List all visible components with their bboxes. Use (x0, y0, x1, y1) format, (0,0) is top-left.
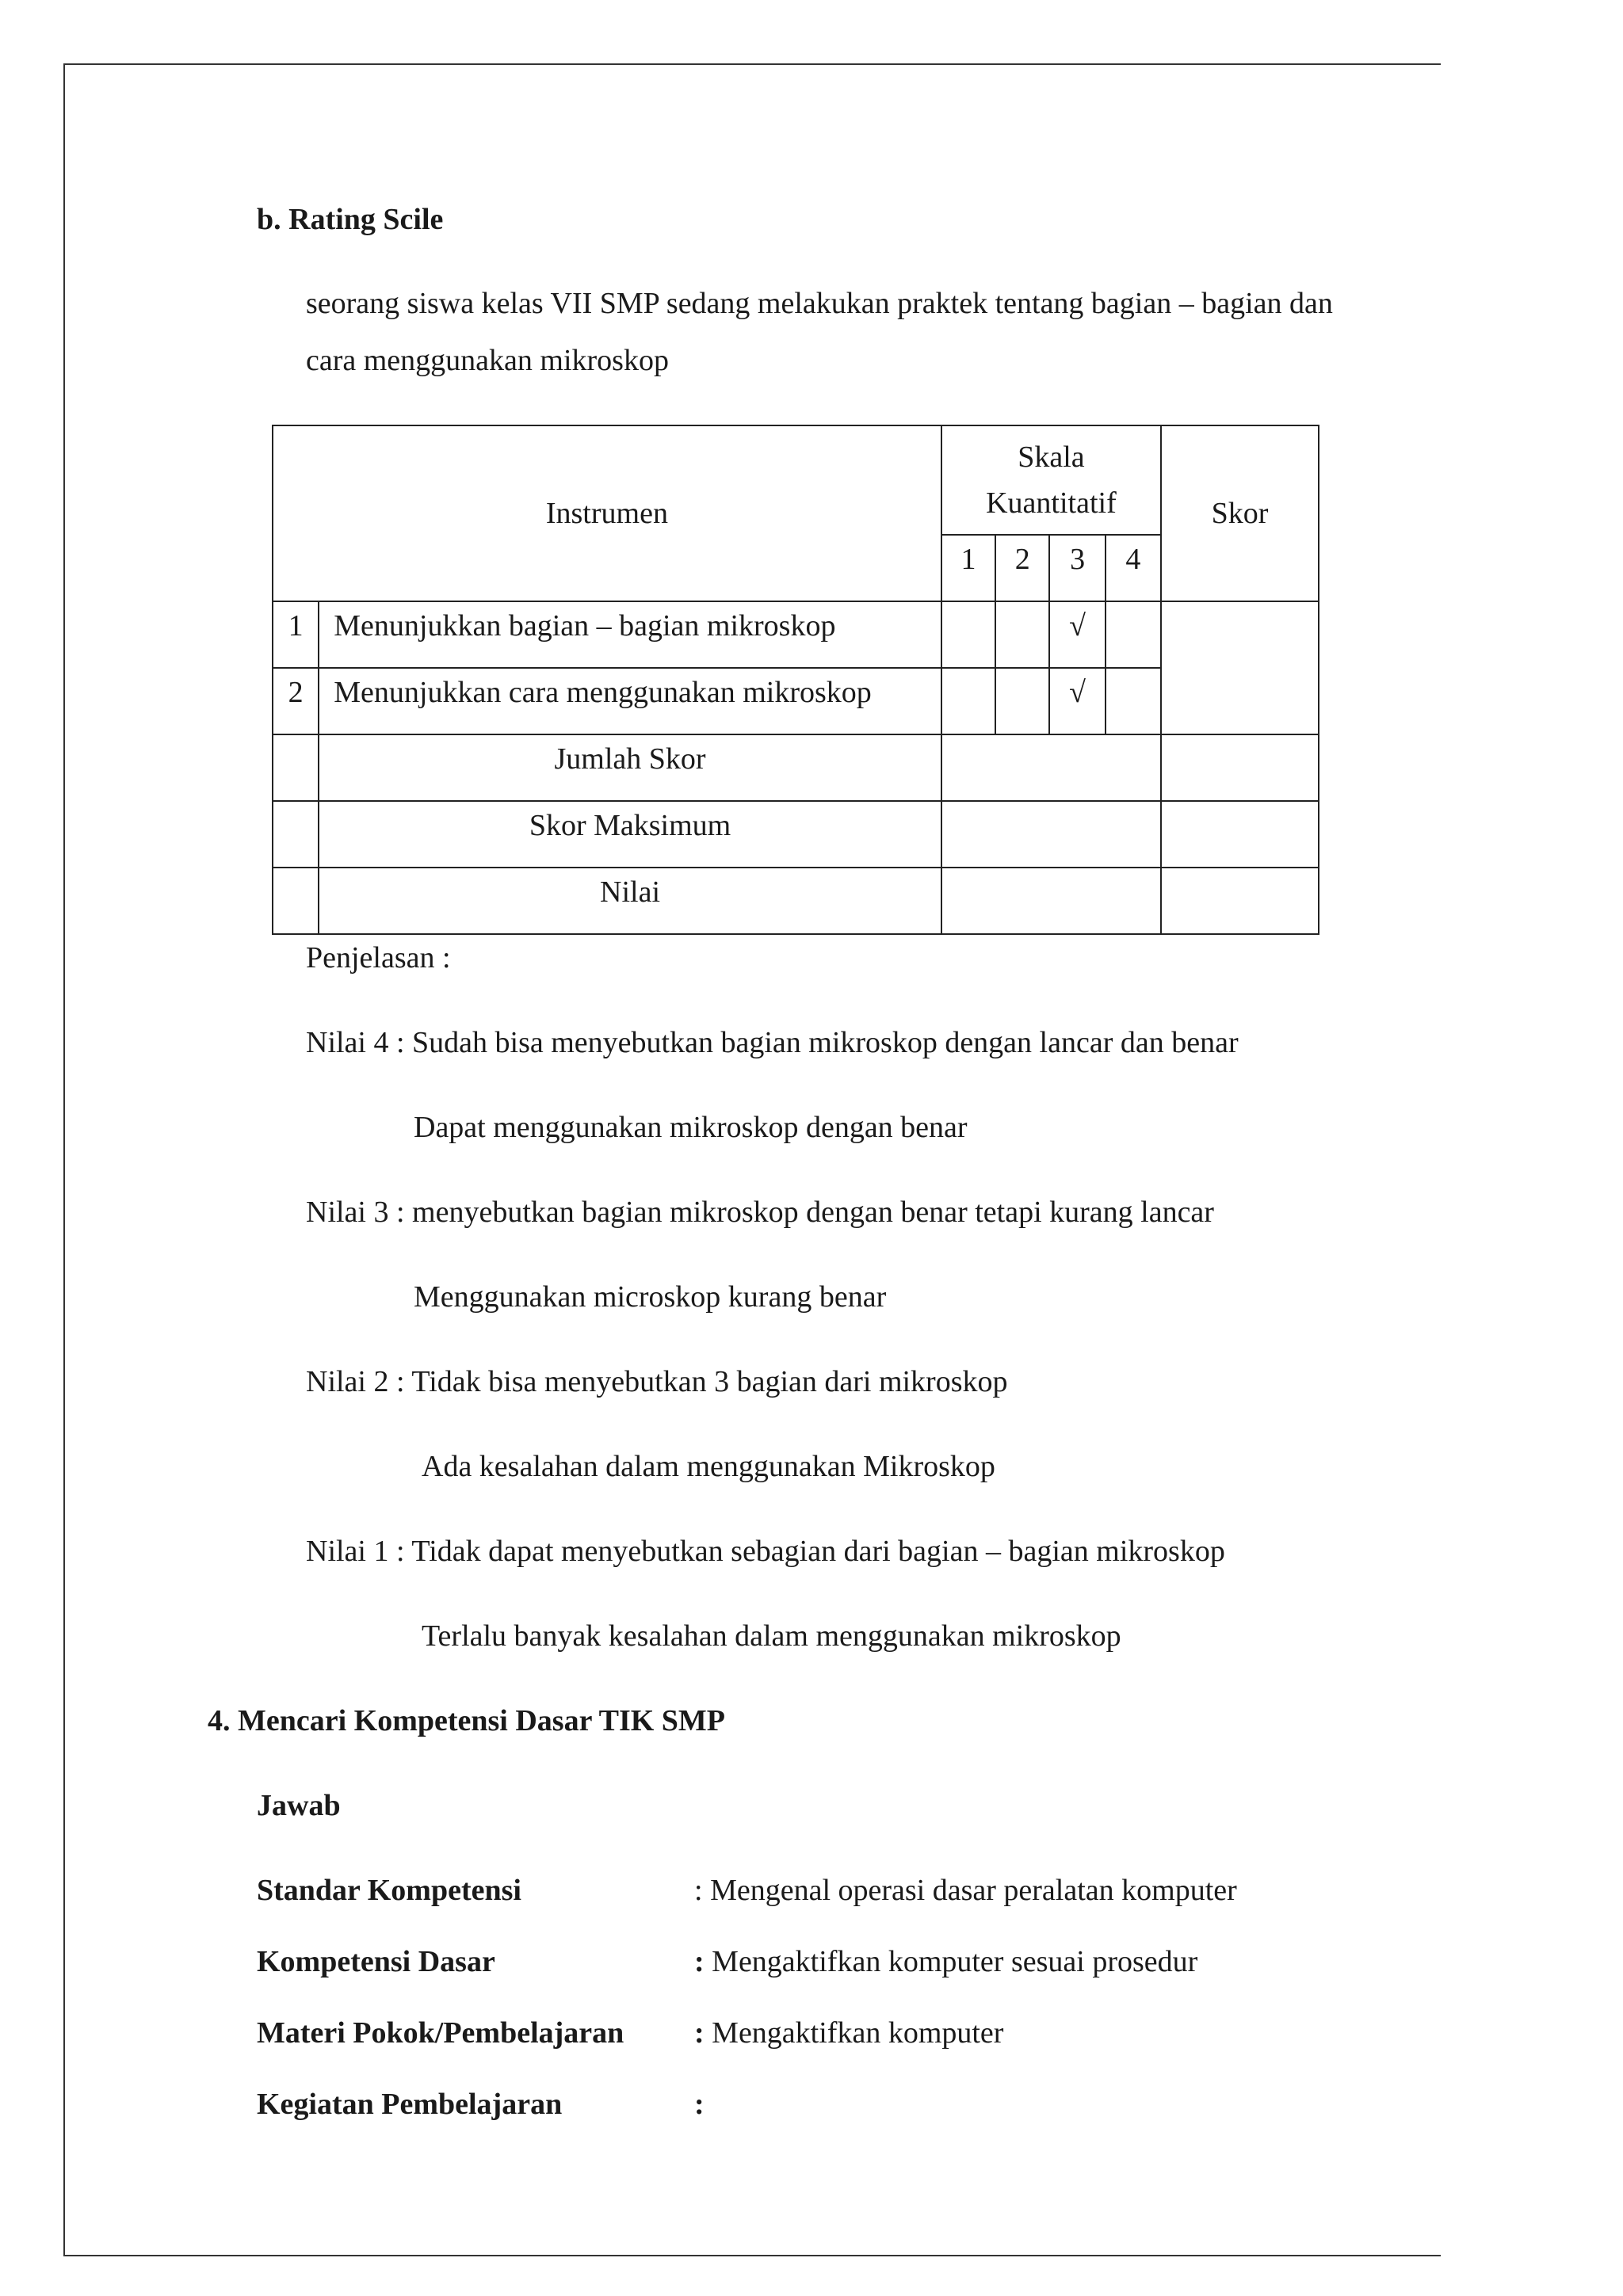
nilai-1-detail: Terlalu banyak kesalahan dalam menggunakan mikroskop (422, 1619, 1121, 1653)
table-row (273, 601, 1319, 668)
row-number: 2 (273, 668, 319, 734)
scale-number-2: 2 (995, 535, 1049, 601)
page-border-top (63, 63, 1441, 65)
summary-label-jumlah-skor: Jumlah Skor (319, 734, 941, 801)
summary-skor-cell (1161, 734, 1319, 801)
field-value-standar-kompetensi (694, 1875, 1237, 1905)
field-value-text: Mengenal operasi dasar peralatan komputer (702, 1874, 1237, 1907)
summary-row (273, 801, 1319, 868)
page-border-left (63, 63, 65, 2256)
field-separator: : (694, 2088, 705, 2121)
nilai-2-detail: Ada kesalahan dalam menggunakan Mikroskop (422, 1450, 995, 1483)
skor-header: Skor (1161, 425, 1319, 601)
field-label-standar-kompetensi: Standar Kompetensi (257, 1874, 521, 1907)
field-label-kegiatan-pembelajaran: Kegiatan Pembelajaran (257, 2088, 563, 2121)
scale-cell (1106, 668, 1161, 734)
row-item: Menunjukkan cara menggunakan mikroskop (319, 668, 941, 734)
nilai-1-line: Nilai 1 : Tidak dapat menyebutkan sebagian dari bagian – bagian mikroskop (306, 1535, 1225, 1568)
instrumen-header: Instrumen (273, 425, 941, 601)
field-separator: : (694, 1874, 703, 1907)
field-value-text: Mengaktifkan komputer (704, 2016, 1004, 2050)
nilai-3-detail: Menggunakan microskop kurang benar (414, 1280, 887, 1314)
summary-label-skor-maksimum: Skor Maksimum (319, 801, 941, 868)
nilai-4-detail: Dapat menggunakan mikroskop dengan benar (414, 1111, 968, 1144)
section-b-heading: b. Rating Scile (257, 203, 444, 236)
scale-cell (941, 668, 995, 734)
intro-line-2: cara menggunakan mikroskop (306, 344, 669, 377)
summary-scale-cell (941, 868, 1161, 934)
summary-blank-cell (273, 801, 319, 868)
summary-blank-cell (273, 868, 319, 934)
summary-row (273, 868, 1319, 934)
field-label-kompetensi-dasar: Kompetensi Dasar (257, 1945, 495, 1978)
field-separator: : (694, 1945, 705, 1978)
skala-header-line-1: Skala (1018, 441, 1085, 474)
field-value-kegiatan-pembelajaran (694, 2089, 705, 2119)
scale-cell (995, 668, 1049, 734)
summary-skor-cell (1161, 801, 1319, 868)
jawab-label: Jawab (257, 1789, 341, 1822)
scale-number-1: 1 (941, 535, 995, 601)
skor-cell (1161, 601, 1319, 734)
scale-cell (1106, 601, 1161, 668)
nilai-3-line: Nilai 3 : menyebutkan bagian mikroskop dengan benar tetapi kurang lancar (306, 1196, 1214, 1229)
skala-header-line-2: Kuantitatif (986, 486, 1117, 520)
nilai-4-line: Nilai 4 : Sudah bisa menyebutkan bagian mikroskop dengan lancar dan benar (306, 1026, 1239, 1059)
page-border-bottom (63, 2255, 1441, 2256)
summary-skor-cell (1161, 868, 1319, 934)
scale-cell (995, 601, 1049, 668)
check-mark: √ (1049, 601, 1105, 668)
summary-row (273, 734, 1319, 801)
field-label-materi-pokok: Materi Pokok/Pembelajaran (257, 2016, 624, 2050)
penjelasan-label: Penjelasan : (306, 941, 451, 974)
field-value-text: Mengaktifkan komputer sesuai prosedur (704, 1945, 1198, 1978)
rating-scale-table (272, 425, 1319, 935)
scale-cell (941, 601, 995, 668)
section-4-heading: 4. Mencari Kompetensi Dasar TIK SMP (208, 1704, 725, 1737)
row-item: Menunjukkan bagian – bagian mikroskop (319, 601, 941, 668)
scale-number-4: 4 (1106, 535, 1161, 601)
summary-blank-cell (273, 734, 319, 801)
field-separator: : (694, 2016, 705, 2050)
field-value-kompetensi-dasar (694, 1947, 1197, 1977)
check-mark: √ (1049, 668, 1105, 734)
intro-line-1: seorang siswa kelas VII SMP sedang melakukan praktek tentang bagian – bagian dan (306, 287, 1333, 320)
summary-label-nilai: Nilai (319, 868, 941, 934)
summary-scale-cell (941, 734, 1161, 801)
field-value-materi-pokok (694, 2018, 1003, 2048)
row-number: 1 (273, 601, 319, 668)
scale-number-3: 3 (1049, 535, 1105, 601)
nilai-2-line: Nilai 2 : Tidak bisa menyebutkan 3 bagian dari mikroskop (306, 1365, 1008, 1398)
summary-scale-cell (941, 801, 1161, 868)
skala-header (941, 425, 1161, 535)
